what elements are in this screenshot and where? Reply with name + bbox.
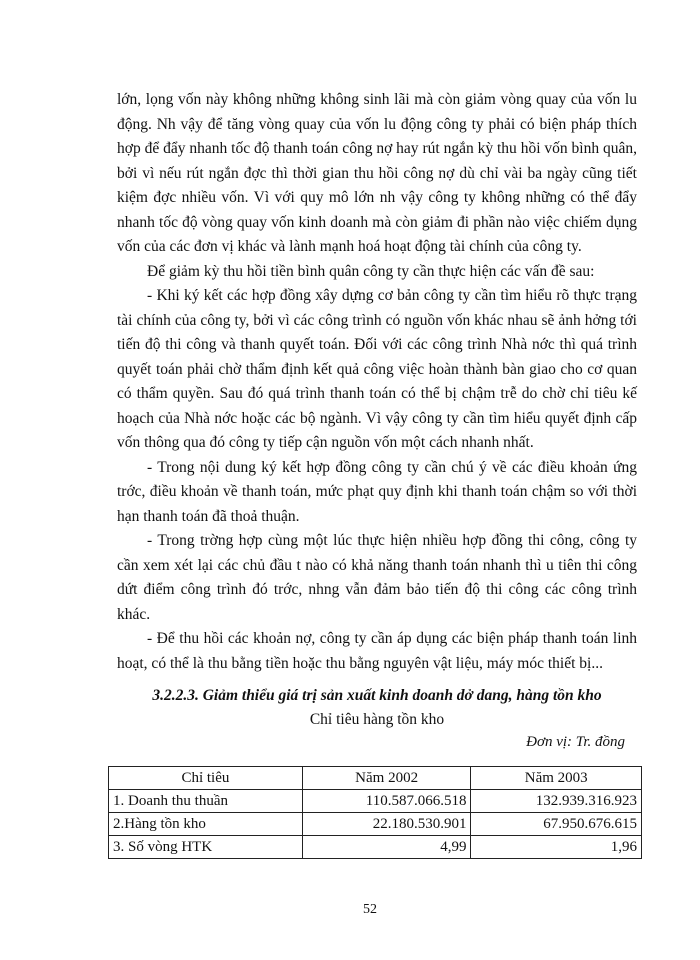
- header-cell: Chỉ tiêu: [109, 767, 303, 790]
- paragraph-5: - Trong trờng hợp cùng một lúc thực hiện nhiều hợp đồng thi công, công ty cần xem xét lại các chủ đầu t nào có khả năng thanh toán nhanh thì u tiên thi công dứt điểm công trình đó trớc, nhng vẫn đảm bảo tiến độ thi công các công trình khác.: [117, 532, 637, 623]
- cell-2002: 110.587.066.518: [302, 790, 471, 813]
- row-label: 1. Doanh thu thuần: [109, 790, 303, 813]
- document-body: [117, 88, 637, 752]
- paragraph-1: lớn, lọng vốn này không những không sinh lãi mà còn giảm vòng quay của vốn lu động. Nh vậy để tăng vòng quay của vốn lu động công ty phải có biện pháp thích hợp để đẩy nhanh tốc độ thanh toán công nợ hay rút ngắn kỳ thu hồi vốn bình quân, bởi vì nếu rút ngắn đợc thì thời gian thu hồi công nợ dù chỉ vài ba ngày cũng tiết kiệm đợc nhiều vốn. Vì với quy mô lớn nh vậy công ty không những có thể đẩy nhanh tốc độ vòng quay vốn kinh doanh mà còn giảm đi phần nào việc chiếm dụng vốn của các đơn vị khác và lành mạnh hoá hoạt động tài chính của công ty.: [117, 91, 637, 255]
- cell-2002: 4,99: [302, 836, 471, 859]
- table-title: Chỉ tiêu hàng tồn kho: [309, 711, 445, 728]
- table-row: [109, 836, 642, 859]
- cell-2003: 1,96: [471, 836, 642, 859]
- row-label: 2.Hàng tồn kho: [109, 813, 303, 836]
- inventory-table: [108, 766, 642, 859]
- table-header-row: [109, 767, 642, 790]
- row-label: 3. Số vòng HTK: [109, 836, 303, 859]
- paragraph-2: Để giảm kỳ thu hồi tiền bình quân công ty cần thực hiện các vấn đề sau:: [147, 262, 595, 280]
- cell-2003: 132.939.316.923: [471, 790, 642, 813]
- page-number: 52: [363, 902, 377, 917]
- section-heading: 3.2.2.3. Giảm thiểu giá trị sản xuất kinh doanh dở dang, hàng tồn kho: [152, 687, 602, 704]
- header-cell: Năm 2003: [471, 767, 642, 790]
- paragraph-4: - Trong nội dung ký kết hợp đồng công ty cần chú ý về các điều khoản ứng trớc, điều khoản về thanh toán, mức phạt quy định khi thanh toán chậm so với thời hạn thanh toán đã thoả thuận.: [117, 458, 637, 525]
- header-cell: Năm 2002: [302, 767, 471, 790]
- cell-2002: 22.180.530.901: [302, 813, 471, 836]
- table-row: [109, 790, 642, 813]
- table-row: [109, 813, 642, 836]
- cell-2003: 67.950.676.615: [471, 813, 642, 836]
- table-unit: Đơn vị: Tr. đồng: [526, 734, 625, 750]
- paragraph-6: - Để thu hồi các khoản nợ, công ty cần áp dụng các biện pháp thanh toán linh hoạt, có thể là thu bằng tiền hoặc thu bằng nguyên vật liệu, máy móc thiết bị...: [117, 630, 637, 672]
- paragraph-3: - Khi ký kết các hợp đồng xây dựng cơ bản công ty cần tìm hiểu rõ thực trạng tài chính của công ty, bởi vì các công trình có nguồn vốn khác nhau sẽ ảnh hởng tới tiến độ thi công và thanh quyết toán. Đối với các công trình Nhà nớc thì quá trình quyết toán phải chờ thẩm định kết quả công việc hoàn thành bàn giao cho cơ quan có thẩm quyền. Sau đó quá trình thanh toán có thể bị chậm trễ do chờ chỉ tiêu kế hoạch của Nhà nớc hoặc các bộ ngành. Vì vậy công ty cần tìm hiểu quyết định cấp vốn thông qua đó công ty tiếp cận nguồn vốn một cách nhanh nhất.: [117, 287, 637, 451]
